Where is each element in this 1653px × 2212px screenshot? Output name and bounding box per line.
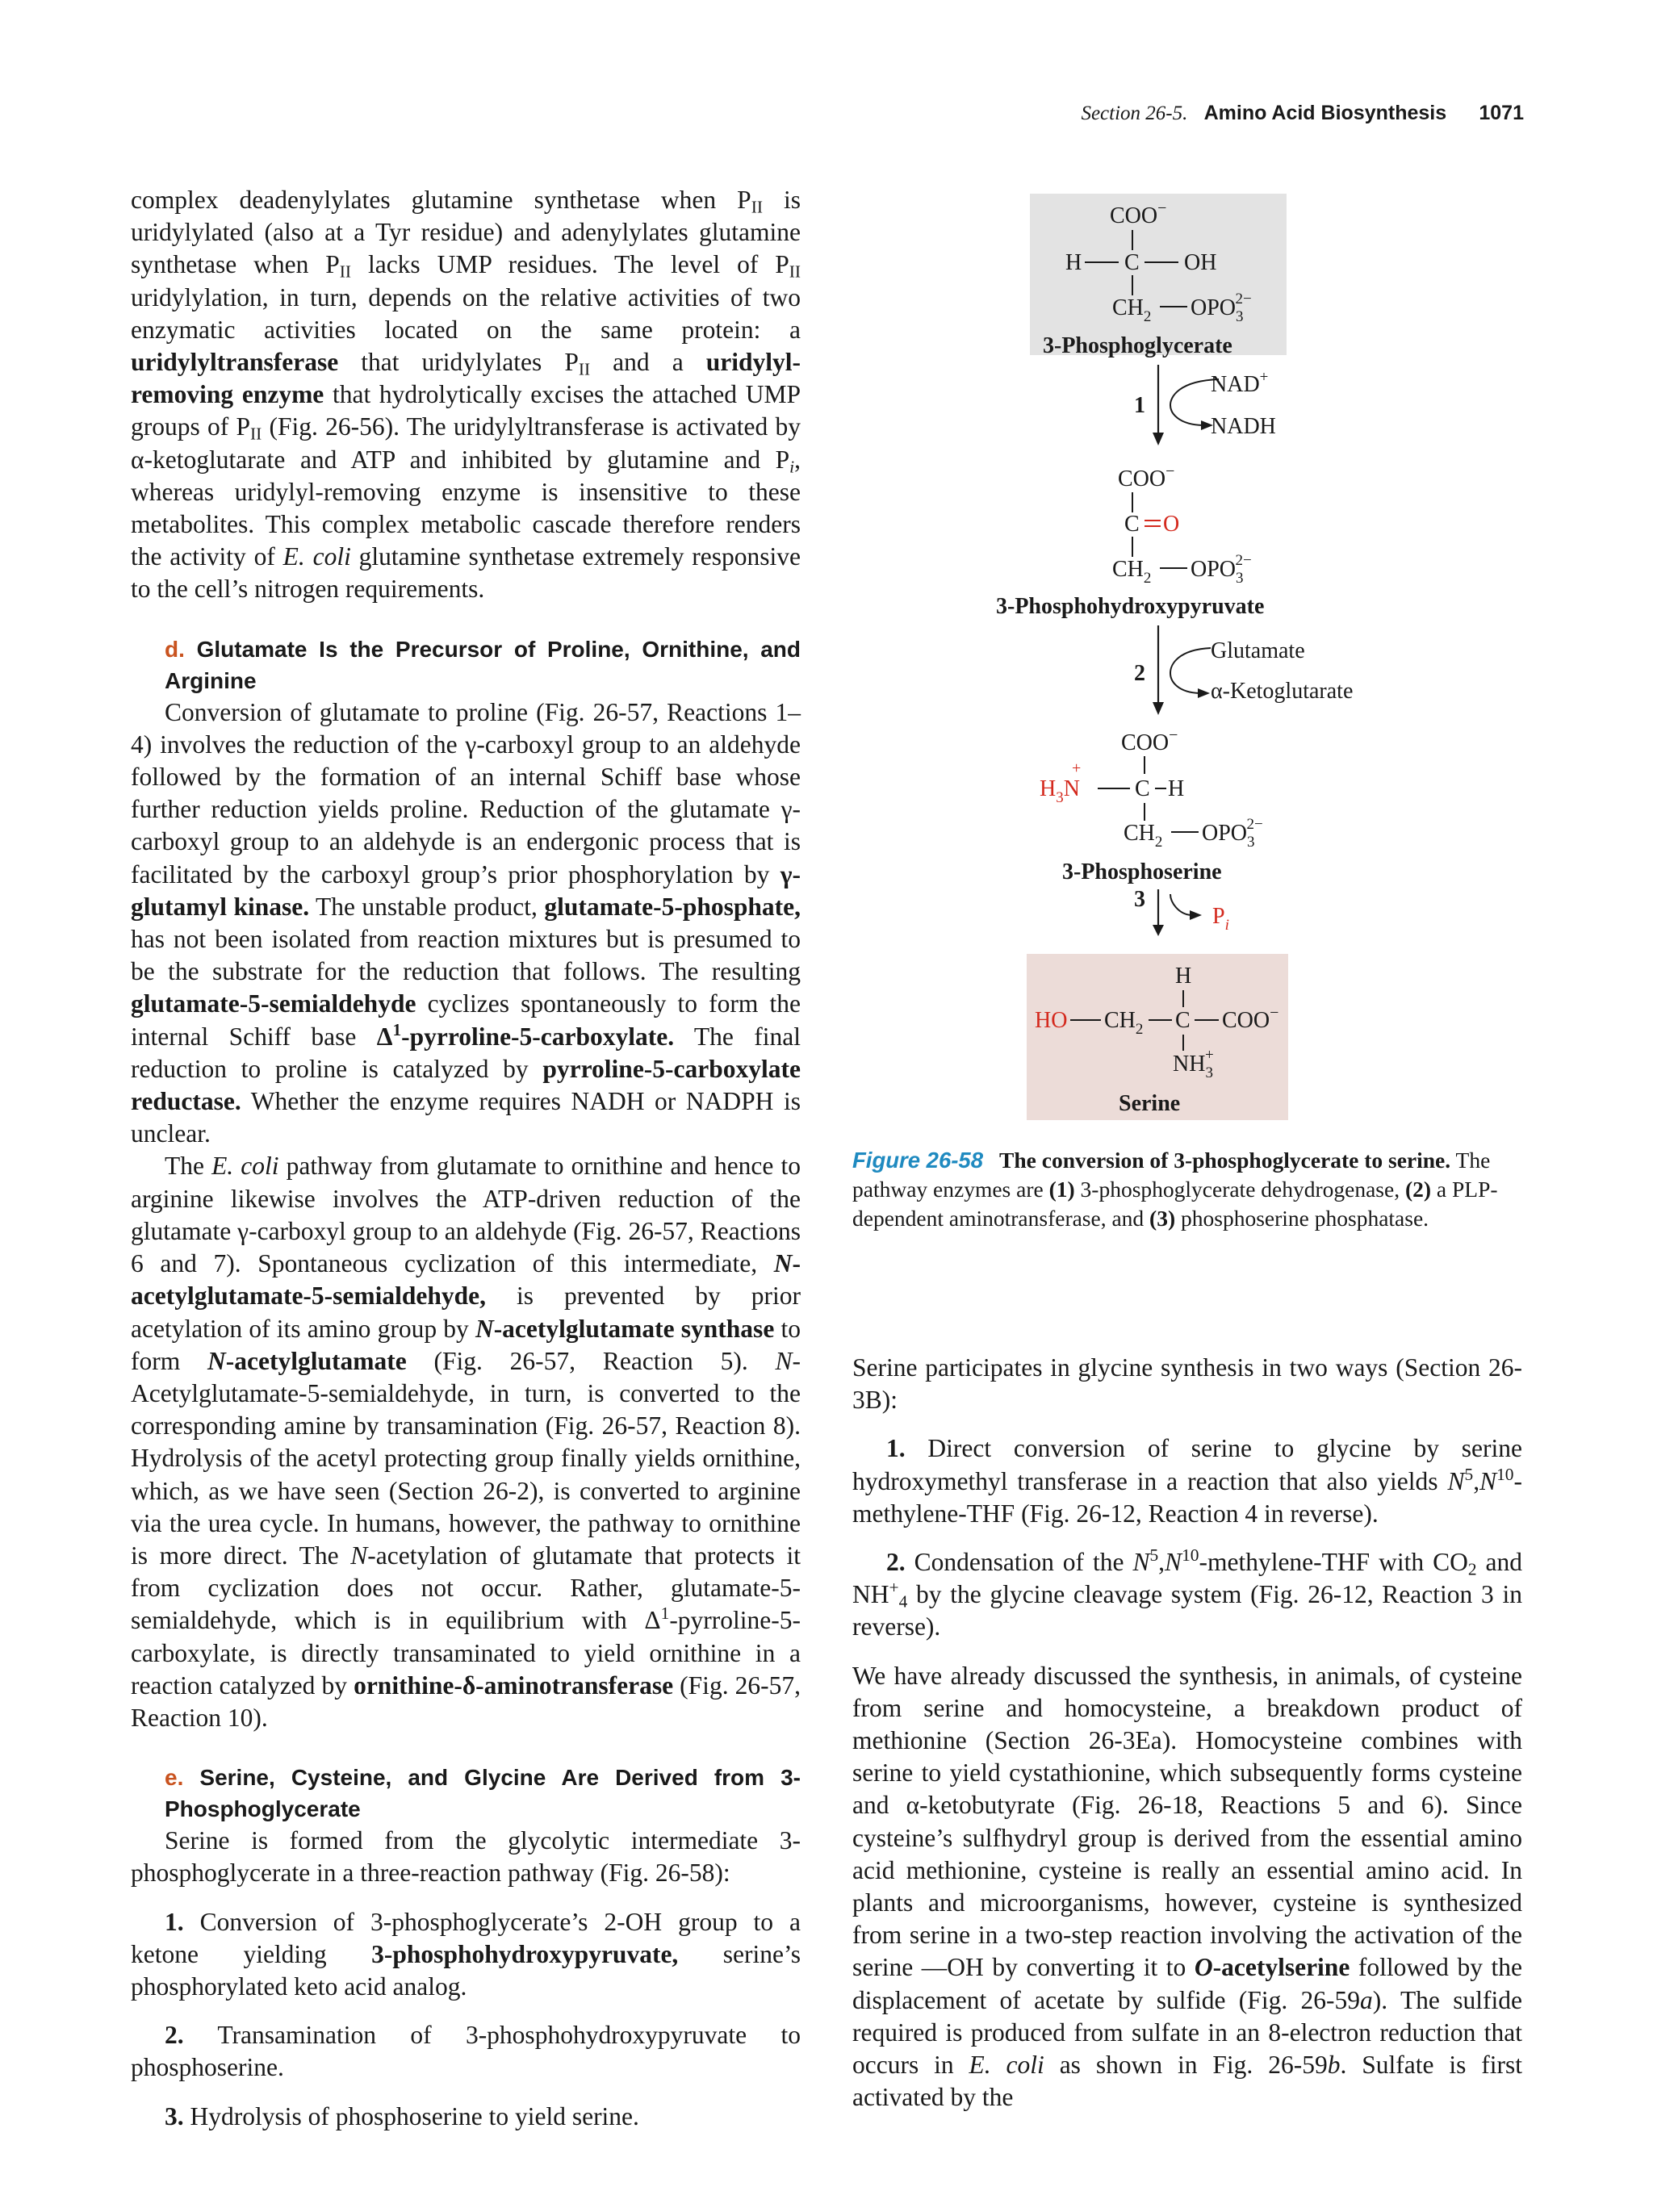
compound-label-4: Serine — [1119, 1091, 1181, 1116]
step-number-2: 2 — [1134, 661, 1145, 686]
text-run: serine’s phosphorylated keto acid analog. — [131, 1939, 801, 2001]
text-run: The pathway enzymes are — [852, 1148, 1491, 1202]
text-run: 10 — [1182, 1545, 1199, 1566]
pathway-figure — [936, 194, 1421, 1122]
svg-text:+: + — [1072, 759, 1082, 777]
cofactor-nad: NAD+ — [1211, 369, 1269, 397]
running-head — [1081, 102, 1524, 125]
text-run: glutamate-5-semialdehyde — [131, 989, 416, 1018]
text-run: O — [1194, 1953, 1213, 1982]
heading-text: Serine, Cysteine, and Glycine Are Derived from 3-Phosphoglycerate — [165, 1765, 801, 1822]
text-run: -pyrroline-5-carboxylate, is directly transaminated to yield ornithine in a reaction catalyzed by — [131, 1606, 801, 1700]
text-run: 2. — [886, 1548, 906, 1577]
text-run: Direct conversion of serine to glycine by serine hydroxymethyl transferase in a reaction that also yields — [852, 1434, 1522, 1495]
svg-text:H: H — [1065, 250, 1082, 275]
text-run: cyclizes spontaneously to form the internal Schiff base — [131, 989, 801, 1051]
svg-text:H: H — [1175, 964, 1192, 989]
text-run: -methylene-THF (Fig. 26-12, Reaction 4 in reverse). — [852, 1466, 1522, 1528]
text-run: N — [773, 1249, 793, 1278]
text-run: by the glycine cleavage system (Fig. 26-12, Reaction 3 in reverse). — [852, 1580, 1522, 1641]
text-run: phosphoserine phosphatase. — [1175, 1206, 1429, 1231]
text-run: 1 — [660, 1604, 670, 1624]
right-column — [852, 1352, 1522, 2114]
text-run: II — [250, 424, 262, 444]
paragraph-5 — [852, 1352, 1522, 1416]
text-run: The final reduction to proline is catalyzed by — [131, 1022, 801, 1083]
svg-text:OPO32−: $OPO_32-$ — [1191, 291, 1252, 325]
text-run: uridylyl-removing enzyme — [131, 348, 801, 409]
text-run: 3-phosphoglycerate dehydrogenase, — [1074, 1177, 1405, 1202]
svg-text:NH3+: $NH_3+$ — [1173, 1047, 1214, 1081]
text-run: E. coli — [969, 2051, 1044, 2080]
text-run: -acetylglutamate synthase — [493, 1314, 775, 1343]
text-run: -pyrroline-5-carboxylate. — [401, 1022, 675, 1051]
text-run: 2. — [165, 2021, 184, 2050]
text-run: 3-phosphohydroxypyruvate, — [371, 1939, 679, 1968]
list-item-1 — [131, 1906, 801, 2004]
text-run: -acetylserine — [1212, 1953, 1350, 1982]
compound-label-1: 3-Phosphoglycerate — [1043, 333, 1232, 358]
text-run: 1. — [165, 1907, 184, 1936]
text-run: Whether the enzyme requires NADH or NADPH is unclear. — [131, 1087, 801, 1148]
text-run: 2 — [1467, 1559, 1477, 1579]
svg-text:CH2: $CH_2$ — [1112, 557, 1152, 587]
compound-serine-structure — [1035, 964, 1278, 1081]
product-pi: $P_i$ — [1212, 904, 1229, 934]
text-run: ). The sulfide required is produced from sulfate in an 8-electron reduction that occurs in — [852, 1985, 1522, 2080]
list-item-3 — [131, 2101, 801, 2133]
text-run: (2) — [1404, 1177, 1432, 1202]
svg-text:H3N: $H_3N$ — [1040, 776, 1080, 806]
text-run: The — [165, 1152, 212, 1181]
text-run: N — [1132, 1548, 1150, 1577]
text-run: is prevented by prior acetylation of its amino group by — [131, 1282, 801, 1343]
svg-text:H: H — [1168, 776, 1185, 801]
svg-text:CH2: $CH_2$ — [1104, 1008, 1144, 1038]
text-run: -Acetylglutamate-5-semialdehyde, in turn, is converted to the corresponding amine by transamination (Fig. 26-57, Reaction 8). Hydrolysis of the acetyl protecting group finally yields ornithine, which, as we have seen (Section 26-2), is converted to arginine via the urea cycle. In humans, however, the pathway to ornithine is more direct. The — [131, 1346, 801, 1570]
subsection-heading-e — [131, 1762, 801, 1825]
svg-text:COO−: COO− — [1121, 726, 1178, 755]
svg-text:HO: HO — [1035, 1008, 1068, 1033]
text-run: is uridylylated (also at a Tyr residue) and adenylylates glutamine synthetase when P — [131, 186, 801, 279]
text-run: b — [1327, 2051, 1341, 2080]
text-run: N — [1165, 1548, 1182, 1577]
text-run: 3. — [165, 2101, 184, 2130]
text-run: 5 — [1149, 1545, 1159, 1566]
svg-text:C: C — [1135, 776, 1150, 801]
text-run: II — [751, 197, 763, 217]
text-run: E. coli — [211, 1152, 279, 1181]
heading-text: Glutamate Is the Precursor of Proline, Ornithine, and Arginine — [165, 636, 801, 693]
text-run: to form — [131, 1314, 801, 1375]
reactant-glutamate: Glutamate — [1211, 638, 1305, 663]
svg-text:CH2: $CH_2$ — [1124, 821, 1163, 851]
paragraph-1 — [131, 184, 801, 606]
text-run: N — [1479, 1466, 1497, 1495]
text-run: N — [475, 1314, 494, 1343]
text-run: + — [889, 1578, 899, 1598]
text-run: pathway from glutamate to ornithine and hence to arginine likewise involves the ATP-driven reduction of the glutamate γ-carboxyl group to an aldehyde (Fig. 26-57, Reactions 6 and 7). Spontaneous cyclization of this intermediate, — [131, 1152, 801, 1278]
compound-3-phosphohydroxypyruvate-structure — [1112, 462, 1252, 587]
text-run: 1 — [392, 1019, 402, 1039]
list-item-glycine-2 — [852, 1546, 1522, 1644]
svg-text:O: O — [1163, 512, 1180, 537]
svg-text:CH2: $CH_2$ — [1112, 295, 1152, 325]
text-run: and NH — [852, 1548, 1523, 1609]
compound-label-3: 3-Phosphoserine — [1062, 859, 1222, 884]
text-run: The unstable product, — [309, 892, 545, 921]
svg-text:C: C — [1124, 512, 1140, 537]
text-run: that hydrolytically excises the attached UMP groups of P — [131, 380, 801, 441]
compound-label-2: 3-Phosphohydroxypyruvate — [996, 594, 1265, 619]
text-run: uridylyltransferase — [131, 348, 339, 377]
text-run: II — [789, 261, 801, 282]
compound-3-phosphoglycerate-structure — [1065, 199, 1252, 325]
svg-text:OPO32−: $OPO_32-$ — [1202, 816, 1263, 851]
text-run: Conversion of 3-phosphoglycerate’s 2-OH group to a ketone yielding — [131, 1907, 801, 1968]
figure-caption — [852, 1146, 1522, 1233]
list-item-2 — [131, 2019, 801, 2084]
section-title: Amino Acid Biosynthesis — [1203, 102, 1447, 124]
list-item-glycine-1 — [852, 1432, 1522, 1530]
paragraph-2 — [131, 696, 801, 1151]
text-run: N — [350, 1541, 368, 1570]
text-run: complex deadenylylates glutamine synthetase when P — [131, 186, 751, 214]
svg-text:COO−: COO− — [1222, 1004, 1279, 1033]
text-run: Conversion of glutamate to proline (Fig. 26-57, Reactions 1– 4) involves the reduction of the γ-carboxyl group to an aldehyde followed by the formation of an internal Schiff base whose further reduction yields proline. Reduction of the glutamate γ-carboxyl group to an aldehyde is an endergonic process that is facilitated by the carboxyl group’s prior phosphorylation by — [131, 697, 801, 889]
text-run: Δ — [376, 1022, 393, 1051]
text-run: (Fig. 26-57, Reaction 10). — [131, 1670, 801, 1732]
text-run: N — [207, 1346, 226, 1375]
text-run: Hydrolysis of phosphoserine to yield serine. — [183, 2101, 639, 2130]
figure-title: The conversion of 3-phosphoglycerate to serine. — [999, 1148, 1451, 1173]
heading-letter: d. — [165, 636, 185, 662]
text-run: 1. — [886, 1434, 906, 1463]
text-run: Transamination of 3-phosphohydroxypyruvate to phosphoserine. — [131, 2021, 801, 2082]
text-run: -acetylglutamate-5-semialdehyde, — [131, 1249, 801, 1311]
text-run: Serine participates in glycine synthesis in two ways (Section 26-3B): — [852, 1353, 1522, 1415]
cofactor-nadh: NADH — [1211, 414, 1276, 439]
text-run: , — [1158, 1548, 1165, 1577]
text-run: . Sulfate is first activated by the — [852, 2051, 1523, 2112]
text-run: 10 — [1496, 1464, 1514, 1484]
text-run: followed by the displacement of acetate by sulfide (Fig. 26-59 — [852, 1953, 1522, 2014]
text-run: as shown in Fig. 26-59 — [1044, 2051, 1328, 2080]
compound-3-phosphoserine-structure — [1040, 726, 1263, 851]
section-label: Section 26-5. — [1081, 102, 1188, 124]
text-run: N — [775, 1346, 793, 1375]
text-run: has not been isolated from reaction mixtures but is presumed to be the substrate for the reduction that follows. The resulting — [131, 925, 801, 986]
figure-label: Figure 26-58 — [852, 1148, 984, 1173]
paragraph-6 — [852, 1660, 1522, 2114]
svg-text:COO−: COO− — [1110, 199, 1167, 228]
page-number: 1071 — [1479, 102, 1524, 124]
text-run: -acetylglutamate — [225, 1346, 407, 1375]
text-run: (1) — [1048, 1177, 1075, 1202]
text-run: 4 — [898, 1591, 908, 1612]
text-run: and a — [590, 348, 706, 377]
step-number-3: 3 — [1134, 887, 1145, 912]
text-run: E. coli — [282, 542, 351, 571]
text-run: II — [578, 359, 591, 379]
step-number-1: 1 — [1134, 393, 1145, 418]
text-run: -methylene-THF with CO — [1199, 1548, 1468, 1577]
text-run: Serine is formed from the glycolytic intermediate 3-phosphoglycerate in a three-reaction pathway (Fig. 26-58): — [131, 1826, 801, 1888]
svg-text:OPO32−: $OPO_32-$ — [1191, 552, 1252, 587]
text-run: 5 — [1464, 1464, 1474, 1484]
text-run: (Fig. 26-56). The uridylyltransferase is activated by α-ketoglutarate and ATP and inhibited by glutamine and P — [131, 412, 801, 474]
text-run: , whereas uridylyl-removing enzyme is insensitive to these metabolites. This complex metabolic cascade therefore renders the activity of — [131, 445, 801, 571]
heading-letter: e. — [165, 1765, 184, 1791]
subsection-heading-d — [131, 633, 801, 696]
text-run: lacks UMP residues. The level of P — [351, 250, 789, 279]
product-a-ketoglutarate: α-Ketoglutarate — [1211, 679, 1354, 704]
text-run: pyrroline-5-carboxylate reductase. — [131, 1054, 801, 1116]
text-run: a — [1360, 1985, 1373, 2014]
text-run: N — [1447, 1466, 1465, 1495]
paragraph-3 — [131, 1150, 801, 1734]
text-run: i — [789, 456, 795, 476]
text-run: γ-glutamyl kinase. — [131, 859, 801, 921]
text-run: glutamate-5-phosphate, — [544, 892, 801, 921]
text-run: uridylylation, in turn, depends on the relative activities of two enzymatic activities located on the same protein: a — [131, 282, 801, 344]
text-run: that uridylylates P — [338, 348, 579, 377]
left-column — [131, 184, 801, 2133]
text-run: (3) — [1149, 1206, 1176, 1231]
svg-text:OH: OH — [1184, 250, 1217, 275]
paragraph-4 — [131, 1825, 801, 1889]
text-run: glutamine synthetase extremely responsive to the cell’s nitrogen requirements. — [131, 542, 801, 604]
text-run: a PLP-dependent aminotransferase, and — [852, 1177, 1498, 1231]
text-run: , — [1473, 1466, 1480, 1495]
text-run: Condensation of the — [905, 1548, 1133, 1577]
svg-text:C: C — [1124, 250, 1140, 275]
text-run: (Fig. 26-57, Reaction 5). — [406, 1346, 776, 1375]
svg-text:C: C — [1175, 1008, 1191, 1033]
text-run: ornithine-δ-aminotransferase — [354, 1670, 674, 1700]
text-run: -acetylation of glutamate that protects it from cyclization does not occur. Rather, glutamate-5-semialdehyde, which is in equilibrium with Δ — [131, 1541, 801, 1635]
text-run: We have already discussed the synthesis, in animals, of cysteine from serine and homocysteine, a breakdown product of methionine (Section 26-3Ea). Homocysteine combines with serine to yield cystathionine, which subsequently forms cysteine and α-ketobutyrate (Fig. 26-18, Reactions 5 and 6). Since cysteine’s sulfhydryl group is derived from the essential amino acid methionine, cysteine is really an essential amino acid. In plants and microorganisms, however, cysteine is synthesized from serine in a two-step reaction involving the activation of the serine —OH by converting it to — [852, 1661, 1522, 1982]
text-run: II — [339, 261, 352, 282]
svg-text:COO−: COO− — [1118, 462, 1175, 491]
